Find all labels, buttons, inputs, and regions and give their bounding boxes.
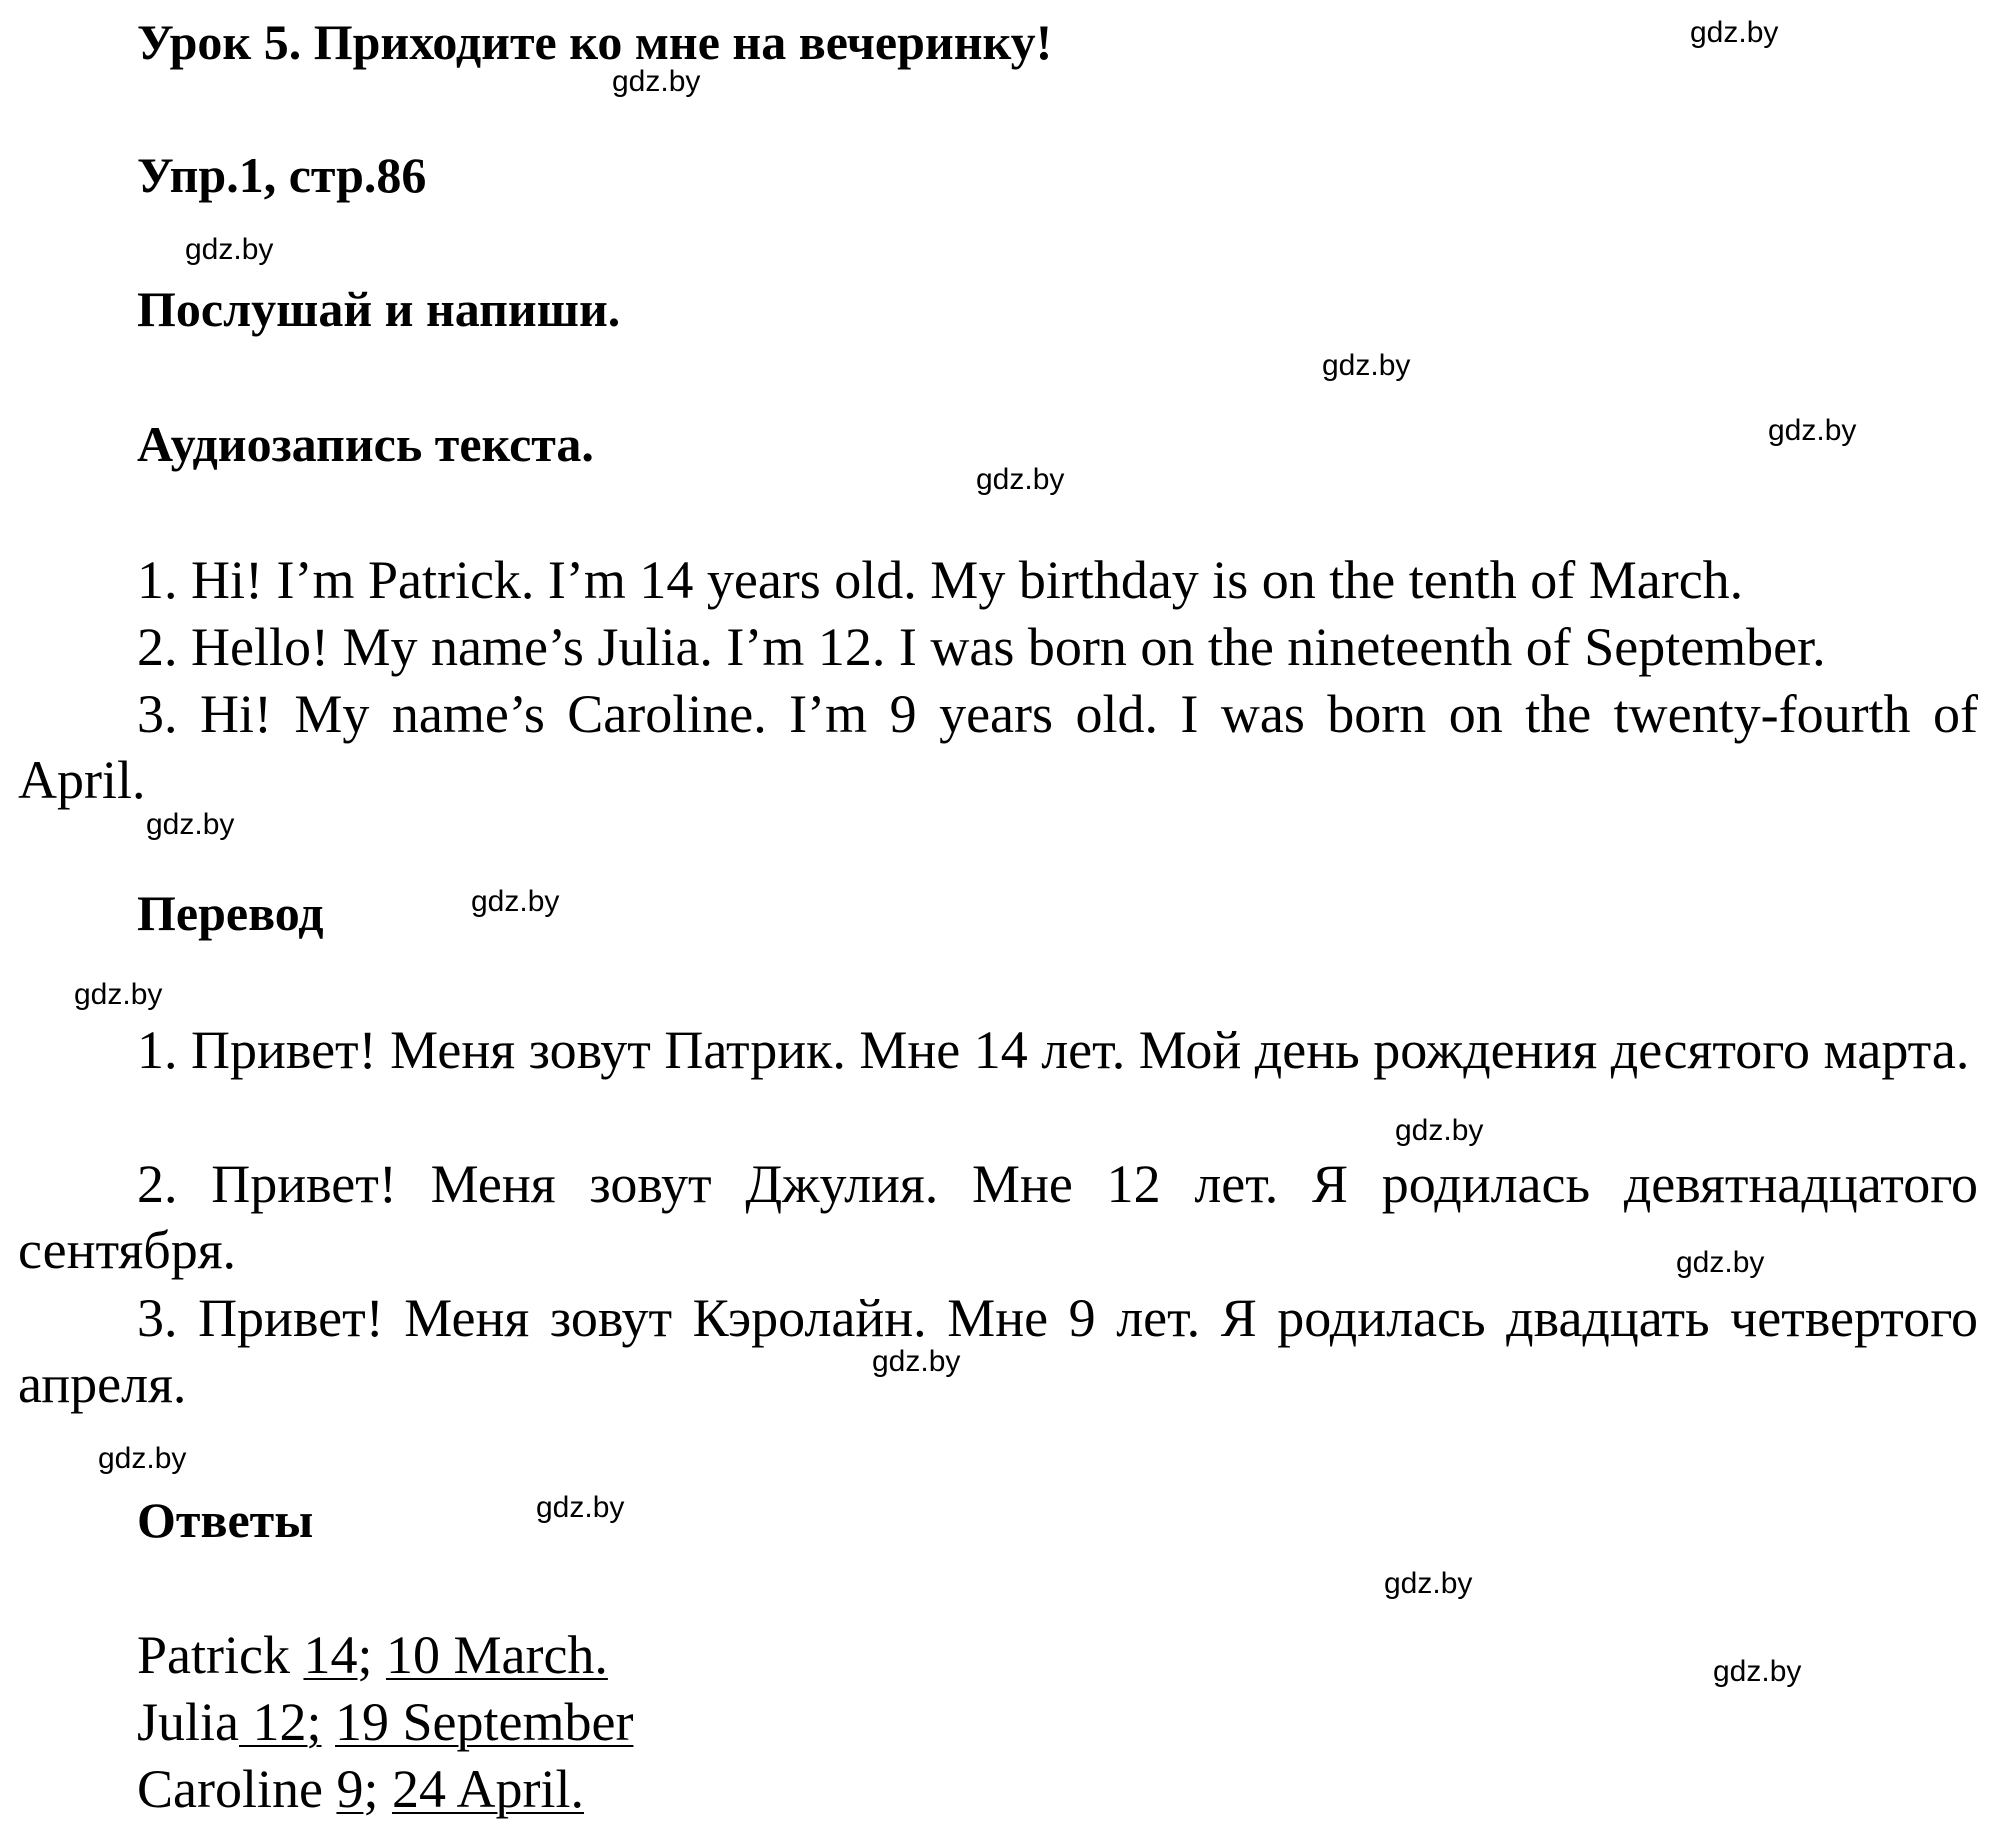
watermark: gdz.by [74, 978, 163, 1011]
answers-heading: Ответы [137, 1492, 314, 1548]
audio-heading: Аудиозапись текста. [137, 416, 594, 472]
task-instruction: Послушай и напиши. [137, 281, 621, 337]
answer-name: Julia [137, 1692, 239, 1752]
watermark: gdz.by [976, 463, 1065, 496]
exercise-label: Упр.1, стр.86 [137, 147, 427, 203]
watermark: gdz.by [1768, 414, 1857, 447]
answer-julia [137, 1689, 633, 1755]
answer-age: 14 [303, 1625, 358, 1685]
watermark: gdz.by [872, 1345, 961, 1378]
lesson-title: Урок 5. Приходите ко мне на вечеринку! [137, 14, 1053, 70]
answer-separator: ; [363, 1759, 379, 1819]
answer-patrick [137, 1622, 608, 1688]
watermark: gdz.by [536, 1491, 625, 1524]
answer-date: 10 March. [385, 1625, 608, 1685]
watermark: gdz.by [1395, 1114, 1484, 1147]
watermark: gdz.by [1384, 1567, 1473, 1600]
answer-age: 12; [252, 1692, 322, 1752]
watermark: gdz.by [1676, 1246, 1765, 1279]
audio-line-1: 1. Hi! I’m Patrick. I’m 14 years old. My birthday is on the tenth of March. [137, 550, 1744, 610]
translation-heading: Перевод [137, 885, 324, 941]
answer-caroline [137, 1756, 584, 1822]
watermark: gdz.by [471, 885, 560, 918]
translation-line-3: 3. Привет! Меня зовут Кэролайн. Мне 9 лет. Я родилась двадцать четвертого апреля. [18, 1288, 1978, 1414]
watermark: gdz.by [1322, 349, 1411, 382]
translation-line-2: 2. Привет! Меня зовут Джулия. Мне 12 лет. Я родилась девятнадцатого сентября. [18, 1154, 1978, 1280]
answer-name: Caroline [137, 1759, 323, 1819]
audio-line-3: 3. Hi! My name’s Caroline. I’m 9 years old. I was born on the twenty-fourth of April. [18, 684, 1978, 810]
audio-line-2: 2. Hello! My name’s Julia. I’m 12. I was born on the nineteenth of September. [137, 617, 1826, 677]
watermark: gdz.by [1690, 16, 1779, 49]
answer-name: Patrick [137, 1625, 290, 1685]
answer-date: 24 April. [391, 1759, 584, 1819]
answer-age: 9 [336, 1759, 364, 1819]
answer-separator: ; [357, 1625, 373, 1685]
watermark: gdz.by [185, 233, 274, 266]
watermark: gdz.by [612, 65, 701, 98]
answer-date: 19 September [335, 1692, 634, 1752]
watermark: gdz.by [1713, 1655, 1802, 1688]
watermark: gdz.by [98, 1442, 187, 1475]
watermark: gdz.by [146, 808, 235, 841]
translation-line-1: 1. Привет! Меня зовут Патрик. Мне 14 лет. Мой день рождения десятого марта. [137, 1020, 1970, 1080]
